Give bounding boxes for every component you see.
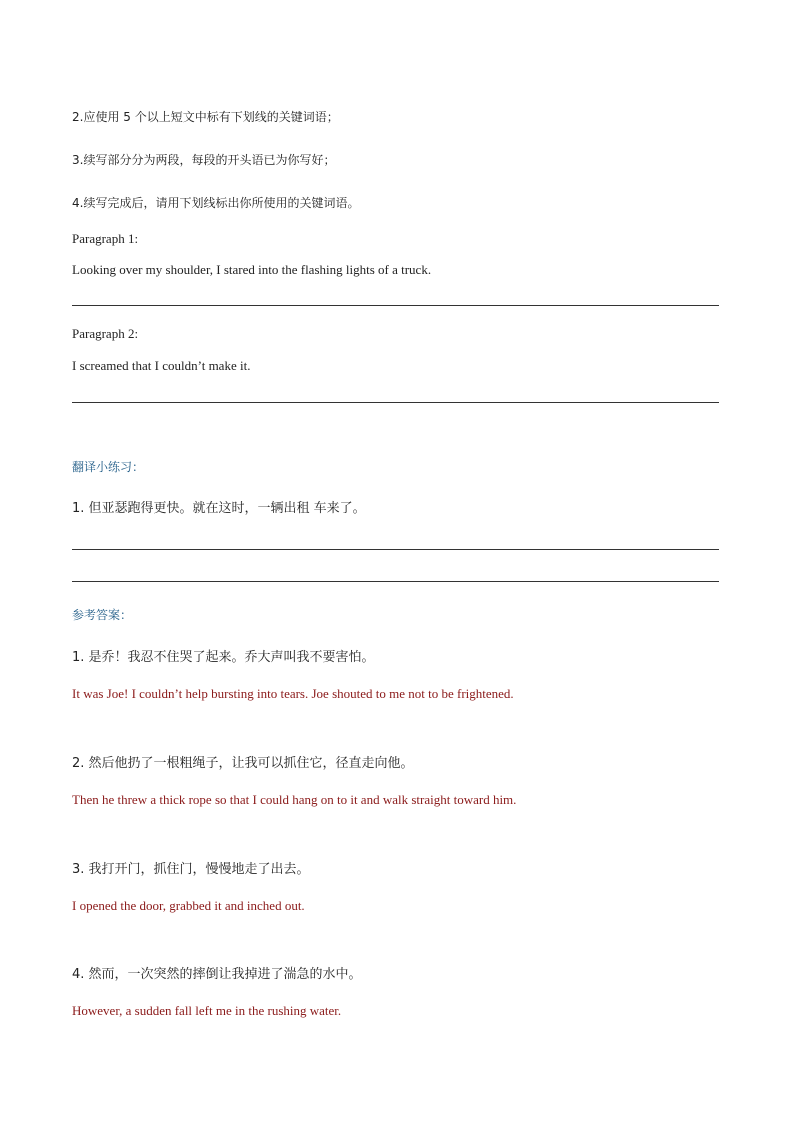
translation-item-1: 1. 但亚瑟跑得更快。就在这时，一辆出租 车来了。 [72,501,366,516]
writing-line [72,305,719,306]
answer-3-en: I opened the door, grabbed it and inched out. [72,898,305,913]
paragraph-2-label: Paragraph 2: [72,326,139,341]
answer-4-en: However, a sudden fall left me in the rushing water. [72,1003,342,1018]
answer-1-cn: 1. 是乔！我忍不住哭了起来。乔大声叫我不要害怕。 [72,650,375,665]
answer-4-cn: 4. 然而，一次突然的摔倒让我掉进了湍急的水中。 [72,967,362,982]
paragraph-2-opening: I screamed that I couldn’t make it. [72,358,251,373]
writing-line [72,402,719,403]
paragraph-1-label: Paragraph 1: [72,231,139,246]
answer-2-en: Then he threw a thick rope so that I could hang on to it and walk straight toward him. [72,792,517,807]
answer-2-cn: 2. 然后他扔了一根粗绳子，让我可以抓住它，径直走向他。 [72,756,414,771]
translation-heading: 翻译小练习： [72,460,145,474]
instruction-2: 2.应使用 5 个以上短文中标有下划线的关键词语； [72,110,339,124]
answer-1-en: It was Joe! I couldn’t help bursting into tears. Joe shouted to me not to be frightened. [72,686,514,701]
writing-line [72,581,719,582]
answers-heading: 参考答案： [72,608,133,622]
instruction-3: 3.续写部分分为两段，每段的开头语已为你写好； [72,153,336,167]
instruction-4: 4.续写完成后，请用下划线标出你所使用的关键词语。 [72,196,360,210]
answer-3-cn: 3. 我打开门，抓住门，慢慢地走了出去。 [72,862,310,877]
writing-line [72,549,719,550]
paragraph-1-opening: Looking over my shoulder, I stared into the flashing lights of a truck. [72,262,432,277]
